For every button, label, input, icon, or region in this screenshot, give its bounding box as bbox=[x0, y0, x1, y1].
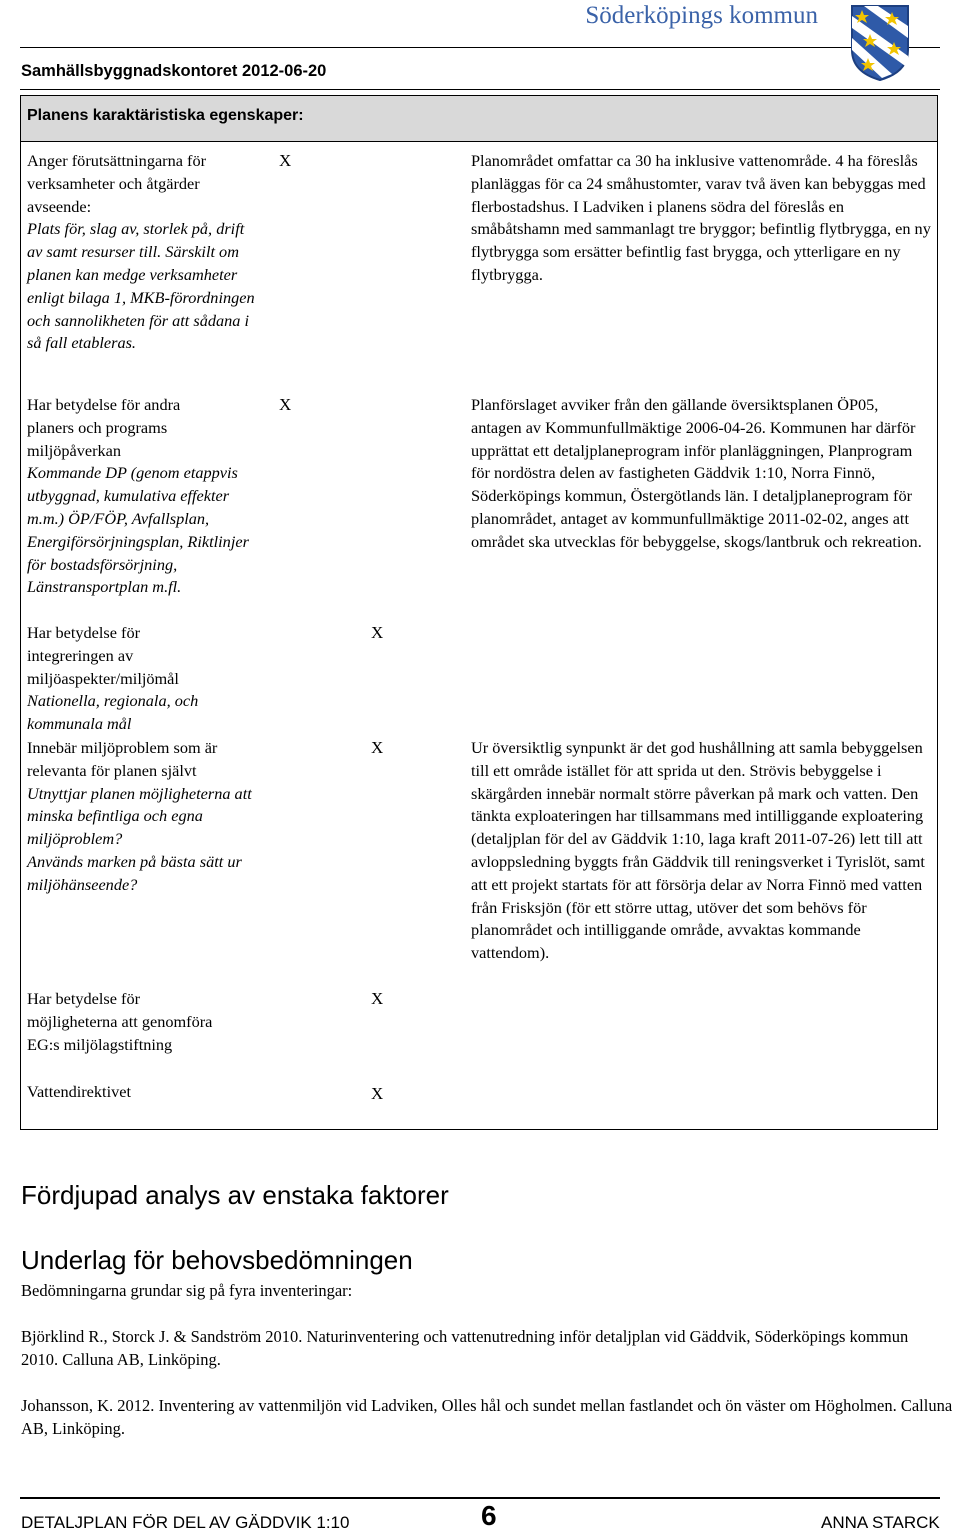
footer-rule bbox=[20, 1497, 940, 1499]
criterion-note: planen kan medge verksamheter bbox=[27, 264, 238, 284]
criterion-note: Plats för, slag av, storlek på, drift bbox=[27, 219, 245, 239]
municipality-name: Söderköpings kommun bbox=[585, 2, 818, 29]
row1-criterion bbox=[27, 150, 265, 355]
reference-2: Johansson, K. 2012. Inventering av vattenmiljön vid Ladviken, Olles hål och sundet mellan fastlandet och ön väster om Högholmen. Calluna AB, Linköping. bbox=[21, 1396, 953, 1438]
section-intro: Bedömningarna grundar sig på fyra inventeringar: bbox=[21, 1281, 353, 1300]
criterion-note: enligt bilaga 1, MKB-förordningen bbox=[27, 287, 255, 307]
criterion-text: relevanta för planen självt bbox=[27, 760, 197, 780]
criterion-note: och sannolikheten för att sådana i bbox=[27, 310, 250, 330]
row5-criterion bbox=[27, 988, 265, 1056]
row2-comment: Planförslaget avviker från den gällande översiktsplanen ÖP05, antagen av Kommunfullmäktige 2006-04-26. Kommunen har därför upprättat ett detaljplaneprogram inför planläggningen, Planprogram för nordöstra delen av fastigheten Gäddvik 1:10, Norra Finnö, Söderköpings kommun, Östergötlands län. I detaljplaneprogram för planområdet, antaget av kommunfullmäktige 2011-02-02, anges att området ska utvecklas för bebyggelse, skogs/lantbruk och rekreation. bbox=[471, 395, 922, 551]
row1-comment: Planområdet omfattar ca 30 ha inklusive vattenområde. 4 ha föreslås planläggas för ca 24 småhustomter, varav två även kan bebyggas med flerbostadshus. I Ladviken i planens södra del föreslås en småbåtshamn med sammanlagt tre bryggor; befintlig flytbrygga, en ny flytbrygga som ersätter befintlig fast brygga, och ytterligare en ny flytbrygga. bbox=[471, 151, 931, 284]
criterion-note: för bostadsförsörjning, bbox=[27, 554, 178, 574]
row4-criterion bbox=[27, 737, 265, 897]
footer-author: ANNA STARCK bbox=[821, 1513, 940, 1532]
criterion-text: Vattendirektivet bbox=[27, 1082, 131, 1101]
criterion-text: integreringen av bbox=[27, 645, 134, 665]
criterion-text: EG:s miljölagstiftning bbox=[27, 1034, 173, 1054]
row4-comment: Ur översiktlig synpunkt är det god hushållning att samla bebyggelsen till ett område istället för att sprida ut den. Strövis bebyggelse i skärgården innebär normalt större påverkan på mark och vatten. Den tänkta exploateringen har tillsammans med intilliggande exploatering (detaljplan för del av Gäddvik 1:10, laga kraft 2011-07-26) lett till att avloppsledning byggts från Gäddvik till reningsverket i Tyrislöt, samt att ett projekt startats för att försörja delar av Norra Finnö med vatten från Frisksjön (för ett större uttag, utöver det som behövs för planområdet och intilliggande område, avvaktas kommande vattendom). bbox=[471, 738, 925, 963]
row3-criterion bbox=[27, 622, 265, 736]
criterion-text: Har betydelse för bbox=[27, 989, 141, 1008]
criterion-note: Länstransportplan m.fl. bbox=[27, 577, 182, 597]
criterion-text: möjligheterna att genomföra bbox=[27, 1011, 213, 1031]
criterion-note: Utnyttjar planen möjligheterna att bbox=[27, 783, 252, 803]
criterion-note: miljöhänseende? bbox=[27, 874, 138, 894]
criterion-text: Har betydelse för andra bbox=[27, 395, 181, 414]
footer-title: DETALJPLAN FÖR DEL AV GÄDDVIK 1:10 bbox=[21, 1513, 350, 1532]
section-heading-analysis: Fördjupad analys av enstaka faktorer bbox=[21, 1180, 449, 1210]
criterion-text: verksamheter och åtgärder bbox=[27, 173, 200, 193]
header-rule-bottom bbox=[20, 89, 940, 90]
section-heading-basis: Underlag för behovsbedömningen bbox=[21, 1245, 413, 1275]
reference-1: Björklind R., Storck J. & Sandström 2010. Naturinventering och vattenutredning inför detaljplan vid Gäddvik, Söderköpings kommun 2010. Calluna AB, Linköping. bbox=[21, 1327, 909, 1369]
row6-mark: X bbox=[371, 1084, 384, 1103]
criterion-note: av samt resurser till. Särskilt om bbox=[27, 242, 239, 262]
row5-mark: X bbox=[371, 989, 384, 1008]
row3-mark: X bbox=[371, 623, 384, 642]
criterion-note: Nationella, regionala, och bbox=[27, 691, 199, 711]
criterion-note: Energiförsörjningsplan, Riktlinjer bbox=[27, 531, 249, 551]
row6-criterion bbox=[27, 1081, 265, 1104]
criterion-note: kommunala mål bbox=[27, 714, 132, 734]
criterion-text: planers och programs bbox=[27, 417, 168, 437]
criterion-note: Används marken på bästa sätt ur bbox=[27, 851, 242, 871]
criterion-text: Anger förutsättningarna för bbox=[27, 151, 207, 170]
criterion-text: miljöaspekter/miljömål bbox=[27, 668, 179, 688]
criterion-text: Innebär miljöproblem som är bbox=[27, 738, 218, 757]
row2-mark: X bbox=[279, 395, 292, 414]
criterion-text: Har betydelse för bbox=[27, 623, 141, 642]
criterion-text: avseende: bbox=[27, 196, 92, 216]
row2-criterion bbox=[27, 394, 265, 599]
criterion-text: miljöpåverkan bbox=[27, 440, 122, 460]
department-date: Samhällsbyggnadskontoret 2012-06-20 bbox=[21, 62, 327, 80]
criterion-note: så fall etableras. bbox=[27, 333, 136, 353]
criterion-note: utbyggnad, kumulativa effekter bbox=[27, 486, 230, 506]
criterion-note: Kommande DP (genom etappvis bbox=[27, 463, 238, 483]
criterion-note: miljöproblem? bbox=[27, 829, 123, 849]
table-heading: Planens karaktäristiska egenskaper: bbox=[20, 95, 938, 142]
criterion-note: m.m.) ÖP/FÖP, Avfallsplan, bbox=[27, 508, 210, 528]
header-rule bbox=[20, 47, 940, 48]
criterion-note: minska befintliga och egna bbox=[27, 806, 203, 826]
coat-of-arms-logo bbox=[848, 2, 912, 82]
row4-mark: X bbox=[371, 738, 384, 757]
row1-mark: X bbox=[279, 151, 292, 170]
page-number: 6 bbox=[481, 1500, 497, 1531]
